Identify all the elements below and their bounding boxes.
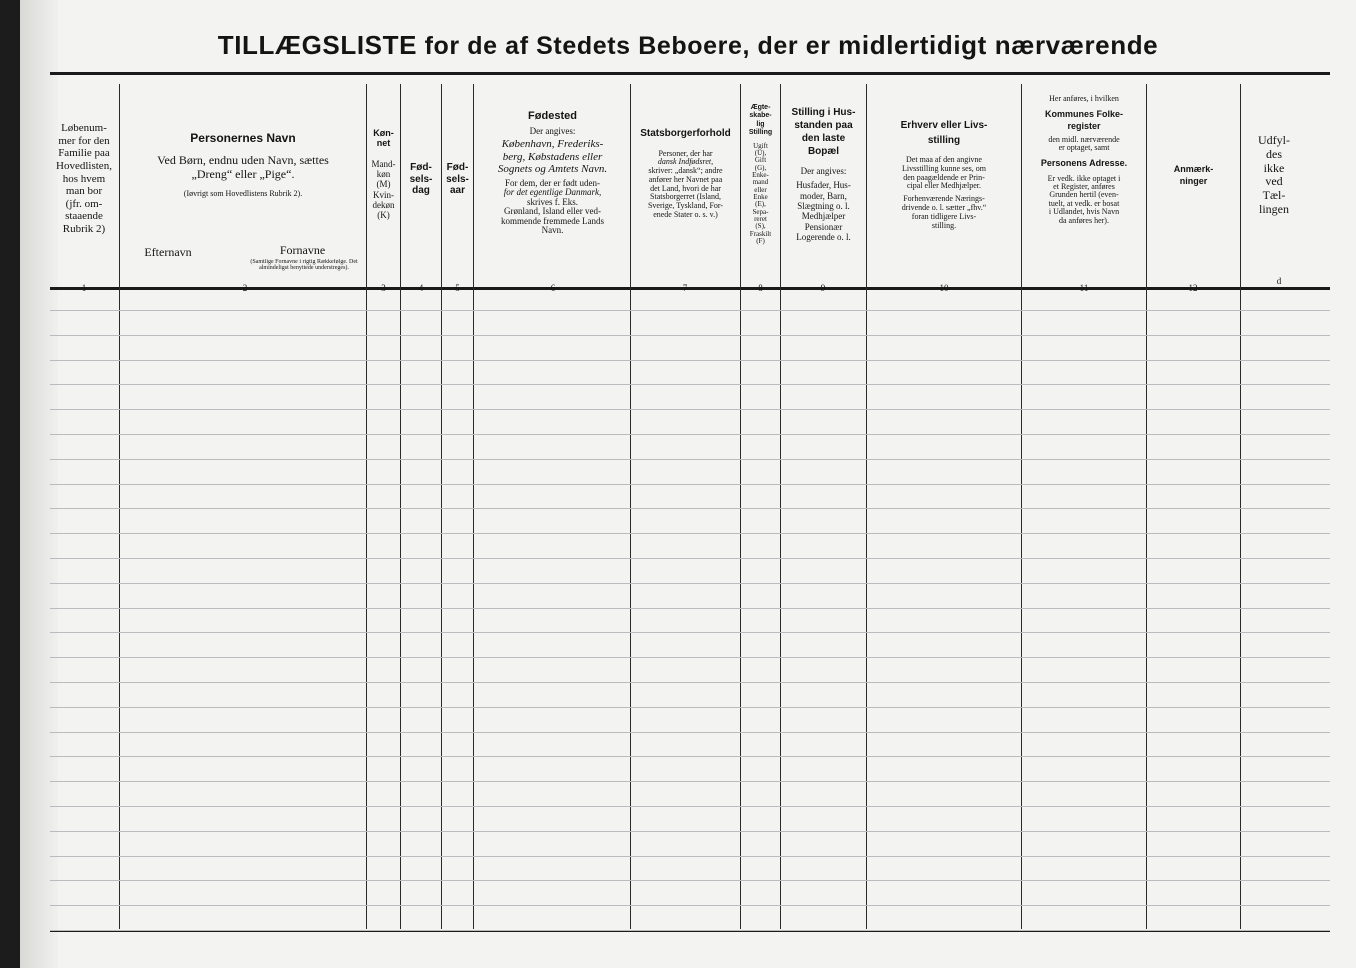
row-rule bbox=[50, 632, 1330, 633]
col-number: 11 bbox=[1079, 283, 1089, 293]
header-line: Ugift bbox=[753, 141, 768, 150]
header-note: Der angives: bbox=[800, 166, 847, 176]
header-line: Tæl- bbox=[1262, 188, 1286, 203]
row-rule bbox=[50, 905, 1330, 906]
header-line: Sognets og Amtets Navn. bbox=[497, 163, 608, 176]
row-rule bbox=[50, 707, 1330, 708]
col-number: 9 bbox=[820, 283, 826, 293]
col-number: 8 bbox=[758, 283, 763, 293]
header-line: tuelt, at vedk. er bosat bbox=[1048, 198, 1120, 208]
col-number: 10 bbox=[939, 283, 949, 293]
header-line: ved bbox=[1265, 174, 1283, 189]
header-line: et Register, anføres bbox=[1053, 182, 1115, 192]
column-heading: Statsborgerforhold bbox=[640, 128, 731, 139]
col-8-header bbox=[741, 104, 780, 274]
header-line: (G), bbox=[754, 163, 767, 172]
column-heading: Fød- sels- aar bbox=[446, 162, 469, 196]
header-line: Løbenum- bbox=[61, 122, 107, 134]
row-rule bbox=[50, 732, 1330, 733]
col-7-header bbox=[631, 128, 740, 326]
col-12-header bbox=[1147, 164, 1240, 362]
header-line: Udfyl- bbox=[1258, 134, 1290, 147]
col-9-header bbox=[781, 106, 866, 304]
row-rule bbox=[50, 930, 1330, 931]
header-line: foran tidligere Livs- bbox=[911, 211, 977, 221]
column-heading: Kommunes Folke- register bbox=[1044, 109, 1123, 131]
row-rule bbox=[50, 583, 1330, 584]
header-line: Familie paa bbox=[58, 147, 110, 160]
column-heading: Fød- sels- dag bbox=[409, 162, 433, 196]
row-rule bbox=[50, 459, 1330, 460]
header-line: des bbox=[1266, 146, 1282, 161]
row-rule bbox=[50, 384, 1330, 385]
header-line: København, Frederiks- bbox=[501, 137, 604, 150]
header-line: (U), bbox=[754, 148, 767, 157]
col-number: 3 bbox=[381, 283, 386, 293]
header-line: Rubrik 2) bbox=[62, 223, 106, 236]
header-line: køn bbox=[376, 169, 391, 180]
header-line: Gift bbox=[754, 156, 767, 165]
column-heading: Erhverv eller Livs- stilling bbox=[900, 120, 988, 146]
header-line: hos hvem bbox=[62, 172, 106, 185]
row-rule bbox=[50, 756, 1330, 757]
fornavne-note: (Samtlige Fornavne i rigtig Rækkefølge. Det almindeligst benyttede understreges). bbox=[250, 259, 358, 272]
header-line: stilling. bbox=[931, 220, 957, 230]
header-line: Fraskilt bbox=[749, 229, 772, 238]
header-line: (K) bbox=[377, 210, 390, 221]
column-heading: Anmærk- ninger bbox=[1173, 164, 1214, 186]
row-rule bbox=[50, 508, 1330, 509]
header-line: Enke bbox=[753, 192, 768, 201]
row-rule bbox=[50, 880, 1330, 881]
row-rule bbox=[50, 781, 1330, 782]
header-line: anfører her Navnet paa bbox=[648, 174, 723, 184]
header-line: for det egentlige Danmark, bbox=[503, 187, 602, 198]
header-note: (Iøvrigt som Hovedlistens Rubrik 2). bbox=[183, 189, 303, 199]
title-part-2: for de af Stedets Beboere, der er bbox=[417, 32, 839, 60]
header-line: staaende bbox=[65, 210, 103, 223]
header-line: den paagældende er Prin- bbox=[903, 172, 985, 182]
column-heading: Køn- net bbox=[373, 128, 394, 149]
col-divider bbox=[473, 84, 474, 929]
header-line: den midl. nærværende bbox=[1048, 134, 1120, 144]
header-line: ikke bbox=[1263, 160, 1285, 175]
col-number: 7 bbox=[682, 283, 688, 293]
form-title bbox=[20, 30, 1356, 61]
col-3-header bbox=[367, 128, 400, 326]
row-rule bbox=[50, 409, 1330, 410]
header-line: For dem, der er født uden- bbox=[505, 177, 600, 188]
col-number: 2 bbox=[242, 283, 248, 293]
header-line: Det maa af den angivne bbox=[906, 155, 982, 164]
row-rule bbox=[50, 484, 1330, 485]
header-note: Der angives: bbox=[529, 125, 576, 136]
header-line: (S), bbox=[755, 222, 766, 231]
col-number: 1 bbox=[81, 283, 87, 293]
col-4-header bbox=[401, 162, 441, 360]
header-line: cipal eller Medhjælper. bbox=[907, 181, 981, 191]
header-line: Grønland, Island eller ved- bbox=[504, 206, 601, 217]
column-heading: Stilling i Hus- standen paa den laste Bopæl bbox=[791, 107, 856, 157]
col-number: 4 bbox=[418, 283, 424, 293]
header-line: Sepa- bbox=[752, 207, 769, 216]
header-line: Mand- bbox=[371, 158, 396, 169]
header-line: reret bbox=[754, 215, 767, 223]
col-6-header bbox=[475, 110, 630, 308]
header-line: Sverige, Tyskland, For- bbox=[647, 201, 724, 211]
header-note: Her anføres, i hvilken bbox=[1049, 94, 1119, 103]
header-line: drivende o. l. sætter „fhv.“ bbox=[901, 202, 987, 212]
header-line: Pensionær bbox=[804, 221, 843, 232]
header-line: Kvin- bbox=[373, 189, 394, 200]
header-line: Logerende o. l. bbox=[796, 232, 851, 243]
subheading-efternavn: Efternavn bbox=[144, 246, 192, 259]
col-5-header bbox=[442, 162, 473, 360]
header-line: Medhjælper bbox=[801, 211, 846, 222]
row-rule bbox=[50, 856, 1330, 857]
header-line: Hovedlisten, bbox=[56, 159, 112, 172]
col-number: 12 bbox=[1188, 283, 1198, 293]
header-line: dansk Indfødsret, bbox=[657, 157, 714, 167]
header-line: det Land, hvori de har bbox=[650, 183, 721, 193]
census-form-sheet bbox=[20, 0, 1356, 968]
header-line: Personer, der har bbox=[658, 148, 713, 158]
header-note: Ved Børn, endnu uden Navn, sættes bbox=[157, 152, 329, 167]
header-line: eller bbox=[754, 185, 767, 194]
row-rule bbox=[50, 335, 1330, 336]
row-rule bbox=[50, 831, 1330, 832]
subheading-fornavne: Fornavne bbox=[279, 244, 326, 257]
col-number: 6 bbox=[550, 283, 556, 293]
col-11-header bbox=[1022, 94, 1146, 274]
column-heading: Ægte- skabe- lig Stilling bbox=[748, 104, 773, 137]
header-line: dekøn bbox=[372, 200, 395, 211]
header-note: „Dreng“ eller „Pige“. bbox=[191, 166, 295, 181]
column-heading: Personens Adresse. bbox=[1040, 158, 1128, 169]
header-line: Er vedk. ikke optaget i bbox=[1047, 173, 1121, 183]
header-line: da anføres her). bbox=[1059, 215, 1109, 225]
header-line: moder, Barn, bbox=[800, 190, 847, 201]
row-rule bbox=[50, 434, 1330, 435]
header-line: Slægtning o. l. bbox=[797, 201, 850, 212]
header-line: Statsborgerret (Island, bbox=[650, 192, 721, 202]
header-line: skriver: „dansk“; andre bbox=[648, 166, 723, 176]
header-line: skrives f. Eks. bbox=[527, 196, 578, 207]
row-rule bbox=[50, 682, 1330, 683]
row-rule bbox=[50, 360, 1330, 361]
header-line: Livsstilling kunne ses, om bbox=[902, 163, 986, 173]
header-line: mer for den bbox=[58, 134, 110, 147]
title-part-3: midlertidigt nærværende bbox=[838, 30, 1159, 60]
header-line: berg, Købstadens eller bbox=[502, 150, 603, 163]
row-rule bbox=[50, 806, 1330, 807]
header-line: mand bbox=[752, 178, 769, 187]
header-line: enede Stater o. s. v.) bbox=[653, 210, 718, 220]
column-heading: Fødested bbox=[528, 110, 577, 122]
header-line: Grunden hertil (even- bbox=[1049, 190, 1119, 200]
header-line: (jfr. om- bbox=[65, 197, 103, 210]
header-line: i Udlandet, hvis Navn bbox=[1048, 207, 1120, 217]
header-line: Navn. bbox=[541, 225, 564, 236]
row-rule bbox=[50, 608, 1330, 609]
col-2-header bbox=[120, 132, 366, 330]
top-rule bbox=[50, 72, 1330, 75]
title-part-1: TILLÆGSLISTE bbox=[217, 30, 418, 60]
header-line: man bor bbox=[65, 185, 103, 198]
col-d-header bbox=[1241, 134, 1307, 332]
header-line: (E), bbox=[755, 200, 766, 209]
header-line: (M) bbox=[376, 179, 391, 190]
row-rule bbox=[50, 657, 1330, 658]
header-line: Enke- bbox=[752, 170, 769, 179]
row-rule bbox=[50, 558, 1330, 559]
col-number: 5 bbox=[455, 283, 460, 293]
header-line: Husfader, Hus- bbox=[796, 180, 851, 191]
header-line: Forhenværende Nærings- bbox=[903, 194, 985, 204]
col-number: d bbox=[1276, 276, 1282, 286]
row-rule bbox=[50, 533, 1330, 534]
header-line: lingen bbox=[1259, 201, 1289, 216]
header-line: (F) bbox=[756, 237, 765, 246]
column-heading: Personernes Navn bbox=[190, 132, 296, 145]
header-line: er optaget, samt bbox=[1058, 142, 1110, 152]
header-line: kommende fremmede Lands bbox=[501, 215, 604, 226]
